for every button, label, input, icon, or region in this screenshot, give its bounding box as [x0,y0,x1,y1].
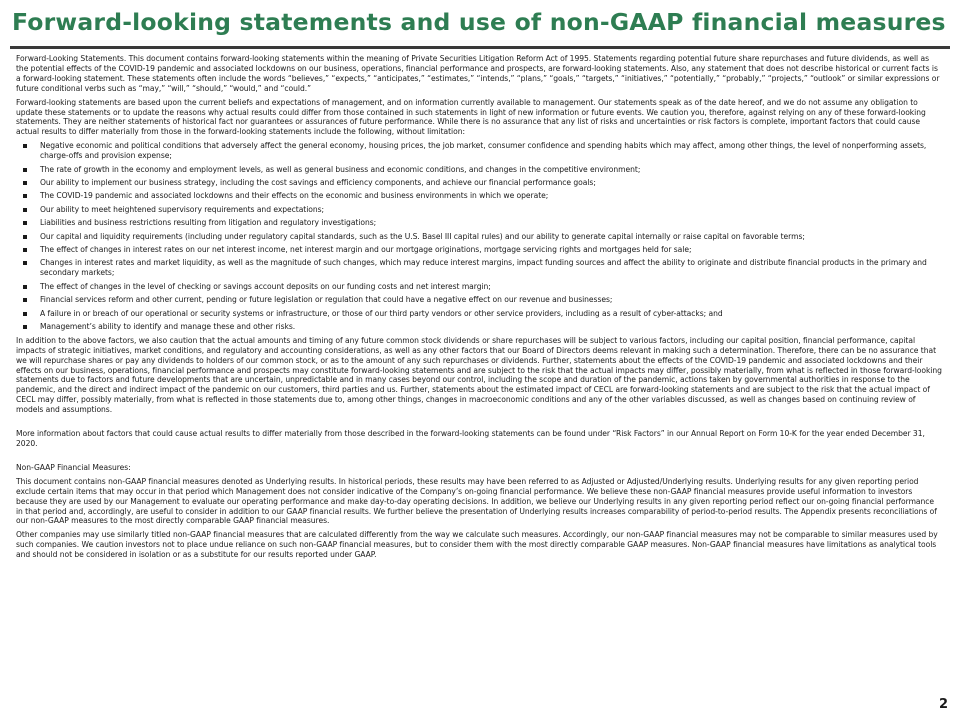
square-bullet-icon [23,235,27,239]
risk-factors-reference-paragraph: More information about factors that could cause actual results to differ materially from those described in the forward-looking statements can be found under “Risk Factors” in our Annual Report on Form 10-K for the year ended December 31, 2020. [16,429,925,448]
list-item: A failure in or breach of our operational or security systems or infrastructure, or those of our third party vendors or other service providers, including as a result of cyber-attacks; and [16,309,942,319]
list-item: Financial services reform and other current, pending or future legislation or regulation that could have a negative effect on our revenue and businesses; [16,295,942,305]
list-item: The rate of growth in the economy and employment levels, as well as general business and economic conditions, and changes in the competitive environment; [16,165,942,175]
document-body [16,54,942,564]
square-bullet-icon [23,181,27,185]
square-bullet-icon [23,285,27,289]
list-item: Our capital and liquidity requirements (including under regulatory capital standards, such as the U.S. Basel III capital rules) and our ability to generate capital internally or raise capital on favorable terms; [16,232,942,242]
list-item: Changes in interest rates and market liquidity, as well as the magnitude of such changes, which may reduce interest margins, impact funding sources and affect the ability to originate and distribute financial products in the primary and secondary markets; [16,258,942,278]
non-gaap-heading: Non-GAAP Financial Measures: [16,462,131,472]
list-item: The COVID-19 pandemic and associated lockdowns and their effects on the economic and business environments in which we operate; [16,191,942,201]
page-title: Forward-looking statements and use of non-GAAP financial measures [12,8,946,36]
forward-looking-basis-paragraph: Forward-looking statements are based upon the current beliefs and expectations of management, and on information currently available to management. Our statements speak as of the date hereof, and we do not assume any obligation to update these statements or to update the reasons why actual results could differ from those contained in such statements in light of new information or future events. We caution you, therefore, against relying on any of these forward-looking statements. They are neither statements of historical fact nor guarantees or assurances of future performance. While there is no assurance that any list of risks and uncertainties or risk factors is complete, important factors that could cause actual results to differ materially from those in the forward-looking statements include the following, without limitation: [16,97,926,137]
square-bullet-icon [23,144,27,148]
list-item: Management’s ability to identify and manage these and other risks. [16,322,942,332]
square-bullet-icon [23,298,27,302]
square-bullet-icon [23,221,27,225]
square-bullet-icon [23,325,27,329]
non-gaap-caution-paragraph: Other companies may use similarly titled non-GAAP financial measures that are calculated differently from the way we calculate such measures. Accordingly, our non-GAAP financial measures may not be comparable to similar measures used by such companies. We caution investors not to place undue reliance on such non-GAAP financial measures, but to consider them with the most directly comparable GAAP measures. Non-GAAP financial measures have limitations as analytical tools and should not be considered in isolation or as a substitute for our results reported under GAAP. [16,530,938,560]
page-number: 2 [938,697,948,712]
square-bullet-icon [23,208,27,212]
additional-factors-paragraph: In addition to the above factors, we also caution that the actual amounts and timing of any future common stock dividends or share repurchases will be subject to various factors, including our capital position, financial performance, capital impacts of strategic initiatives, market conditions, and regulatory and accounting considerations, as well as any other factors that our Board of Directors deems relevant in making such a determination. Therefore, there can be no assurance that we will repurchase shares or pay any dividends to holders of our common stock, or as to the amount of any such repurchases or dividends. Further, statements about the effects of the COVID-19 pandemic and associated lockdowns and their effects on our business, operations, financial performance and prospects may constitute forward-looking statements and are subject to the risk that the actual impacts may differ, possibly materially, from what is reflected in those forward-looking statements due to factors and future developments that are uncertain, unpredictable and in many cases beyond our control, including the scope and duration of the pandemic, actions taken by governmental authorities in response to the pandemic, and the direct and indirect impact of the pandemic on our customers, third parties and us. Further, statements about the estimated impact of CECL are forward-looking statements and are subject to the risk that the actual impact of CECL may differ, possibly materially, from what is reflected in those statements due to, among other things, changes in macroeconomic conditions and any of the other variables discussed, as well as changes based on continuing review of models and assumptions. [16,335,942,415]
square-bullet-icon [23,168,27,172]
spacer [16,453,942,463]
list-item: Our ability to meet heightened supervisory requirements and expectations; [16,205,942,215]
list-item: Liabilities and business restrictions resulting from litigation and regulatory investigations; [16,218,942,228]
square-bullet-icon [23,312,27,316]
square-bullet-icon [23,194,27,198]
square-bullet-icon [23,248,27,252]
square-bullet-icon [23,261,27,265]
list-item: Negative economic and political conditions that adversely affect the general economy, housing prices, the job market, consumer confidence and spending habits which may affect, among other things, the level of nonperforming assets, charge-offs and provision expense; [16,141,942,161]
non-gaap-description-paragraph: This document contains non-GAAP financial measures denoted as Underlying results. In historical periods, these results may have been referred to as Adjusted or Adjusted/Underlying results. Underlying results for any given reporting period exclude certain items that may occur in that period which Management does not consider indicative of the Company’s on-going financial performance. We believe these non-GAAP financial measures provide useful information to investors because they are used by our Management to evaluate our operating performance and make day-to-day operating decisions. In addition, we believe our Underlying results in any given reporting period reflect our on-going financial performance in that period and, accordingly, are useful to consider in addition to our GAAP financial results. We further believe the presentation of Underlying results increases comparability of period-to-period results. The Appendix presents reconciliations of our non-GAAP measures to the most directly comparable GAAP financial measures. [16,476,937,526]
list-item: Our ability to implement our business strategy, including the cost savings and efficiency components, and achieve our financial performance goals; [16,178,942,188]
risk-factor-list [16,141,942,332]
forward-looking-intro-paragraph: Forward-Looking Statements. This document contains forward-looking statements within the meaning of Private Securities Litigation Reform Act of 1995. Statements regarding potential future share repurchases and future dividends, as well as the potential effects of the COVID-19 pandemic and associated lockdowns on our business, operations, financial performance and prospects, are forward-looking statements. Also, any statement that does not describe historical or current facts is a forward-looking statement. These statements often include the words “believes,” “expects,” “anticipates,” “estimates,” “intends,” “plans,” “goals,” “targets,” “initiatives,” “potentially,” “probably,” “projects,” “outlook” or similar expressions or future conditional verbs such as “may,” “will,” “should,” “would,” and “could.” [16,54,940,93]
list-item: The effect of changes in interest rates on our net interest income, net interest margin and our mortgage originations, mortgage servicing rights and mortgages held for sale; [16,245,942,255]
title-divider [10,46,950,49]
spacer [16,419,942,429]
list-item: The effect of changes in the level of checking or savings account deposits on our funding costs and net interest margin; [16,282,942,292]
